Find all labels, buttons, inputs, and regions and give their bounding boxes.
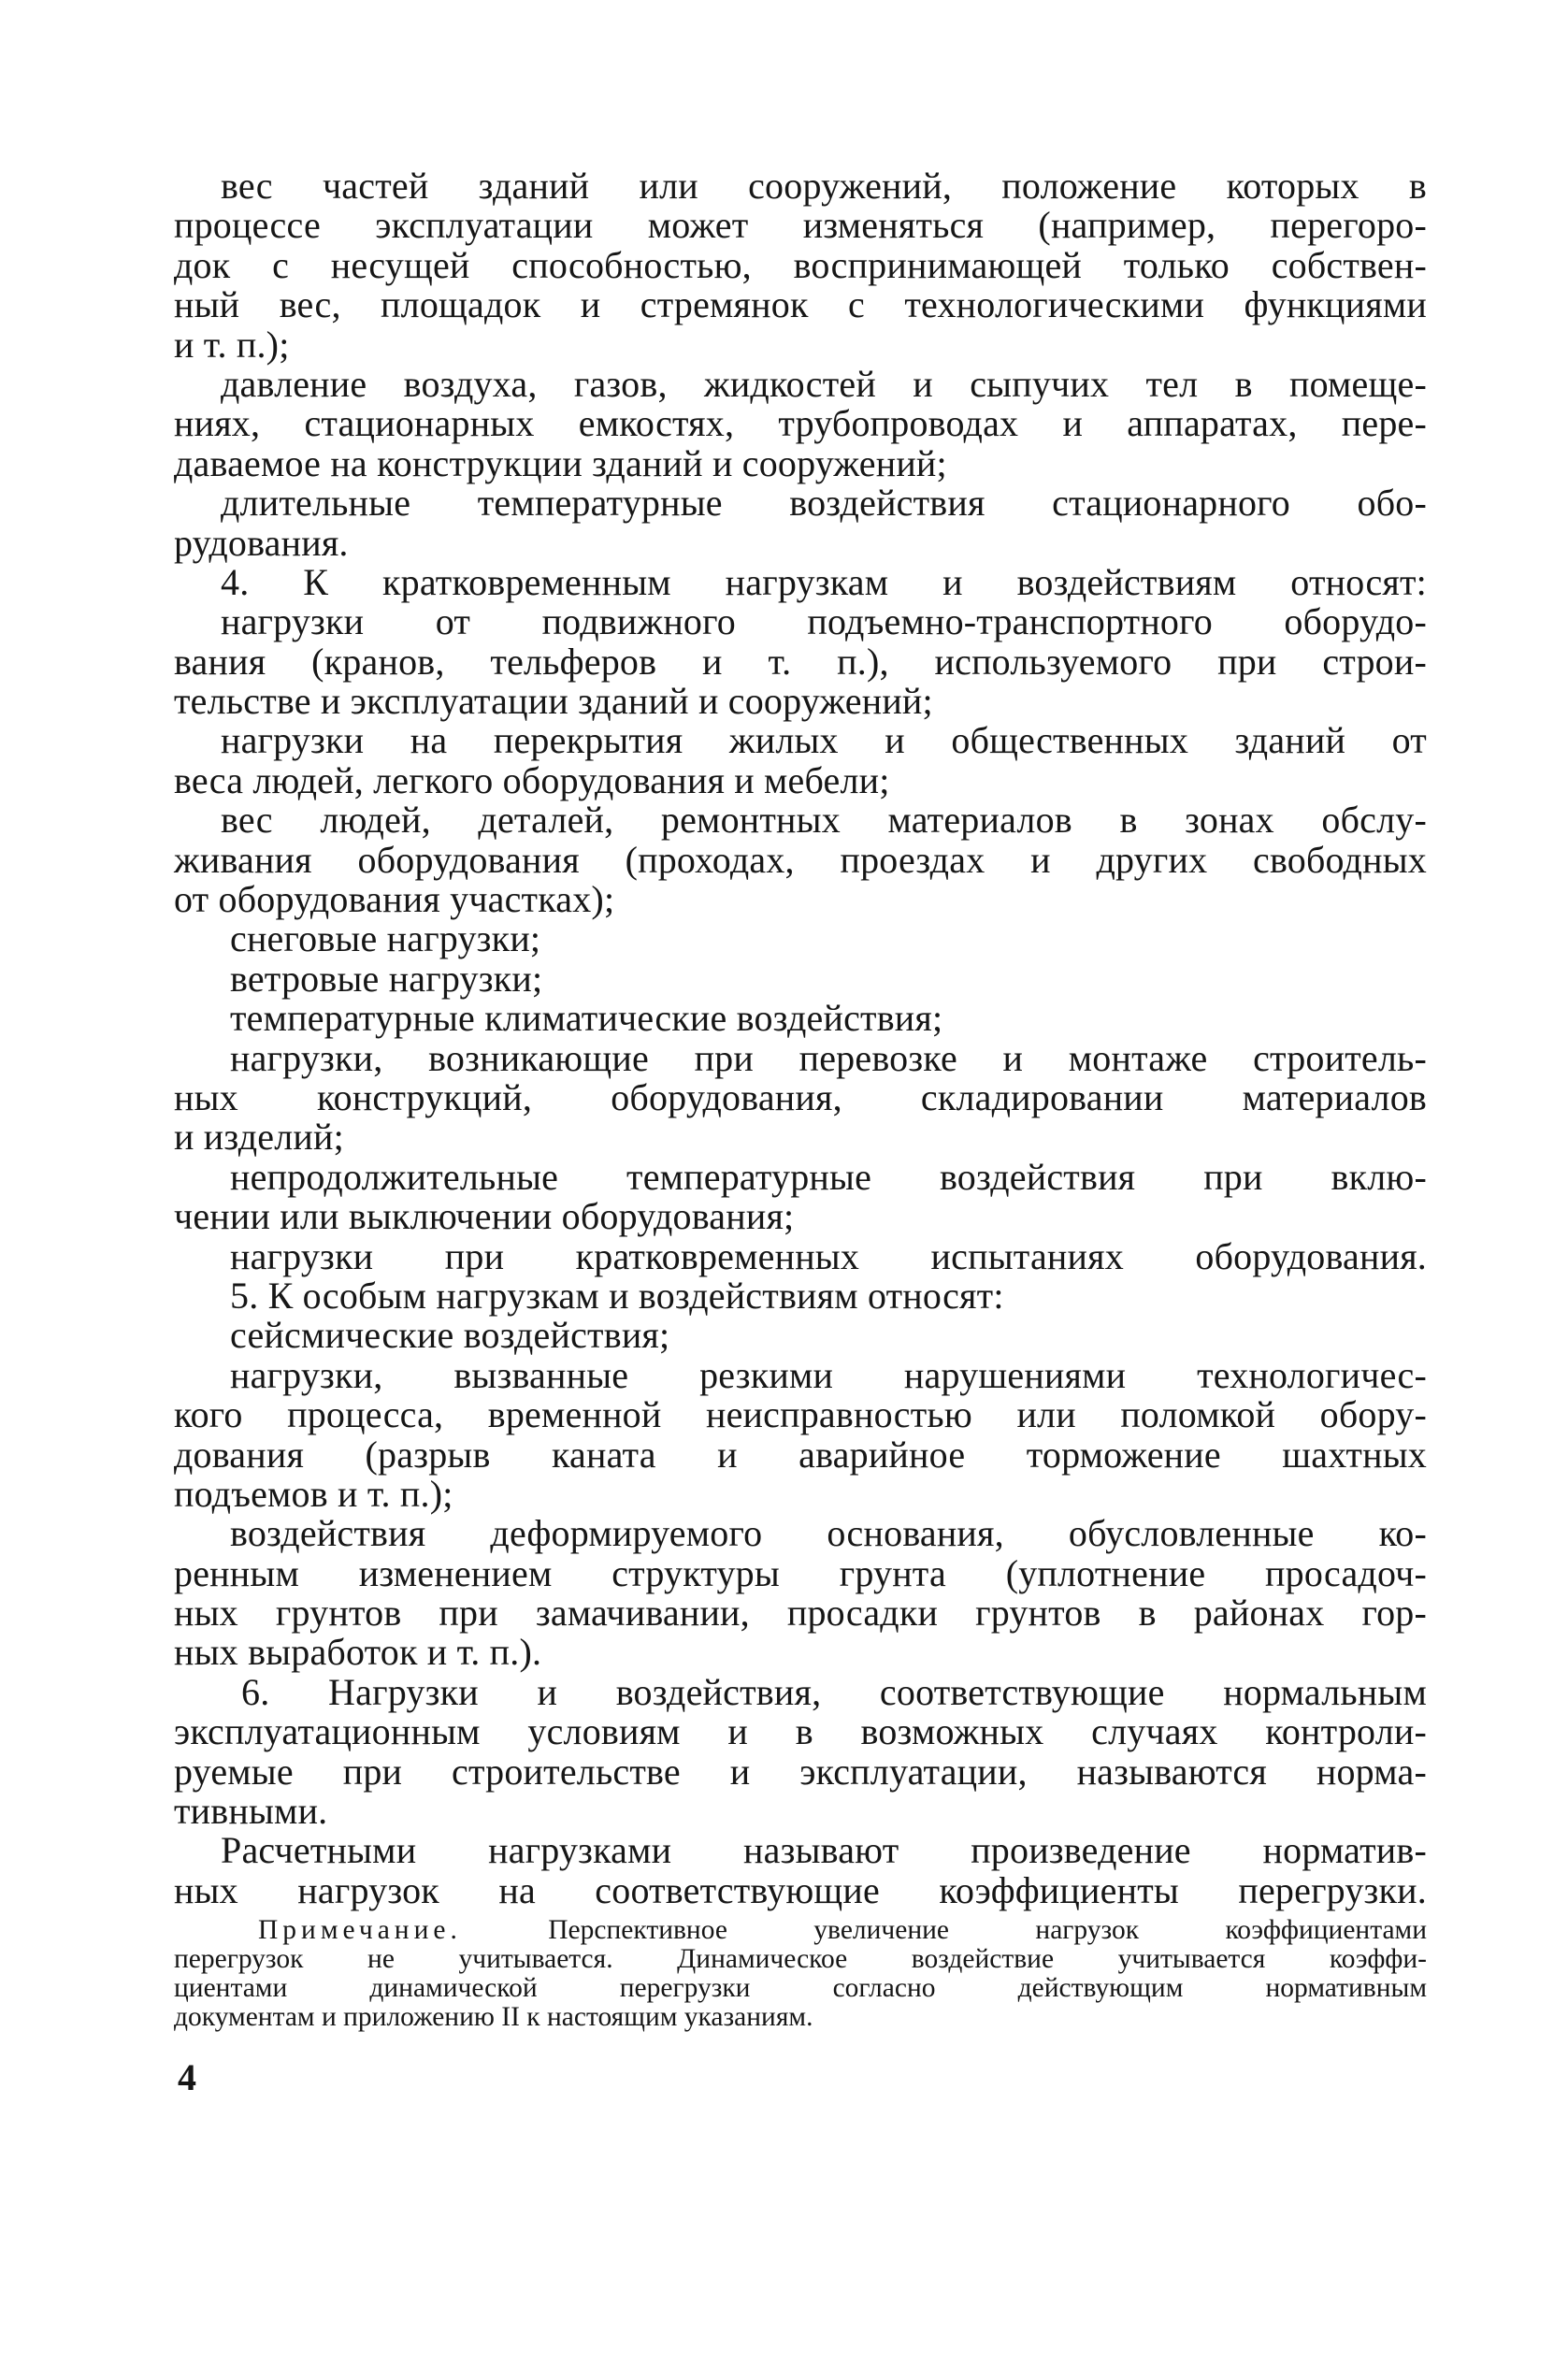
note-first-line-text: Перспективное увеличение нагрузок коэффициентами: [548, 1915, 1427, 1946]
text-line: даваемое на конструкции зданий и сооружений;: [174, 441, 947, 484]
text-line: 4. К кратковременным нагрузкам и воздействиям относят:: [221, 560, 1427, 603]
text-line: ных грунтов при замачивании, просадки грунтов в районах гор-: [174, 1592, 1427, 1635]
text-line: длительные температурные воздействия стационарного обо-: [221, 482, 1427, 525]
note-line: документам и приложению II к настоящим указаниям.: [174, 2002, 813, 2033]
text-line: рудования.: [174, 521, 349, 564]
text-line: ных выработок и т. п.).: [174, 1631, 542, 1674]
text-line: тивными.: [174, 1790, 328, 1833]
text-line: температурные климатические воздействия;: [230, 997, 943, 1040]
text-line: процессе эксплуатации может изменяться (например, перегоро-: [174, 204, 1427, 247]
text-line: сейсмические воздействия;: [230, 1314, 670, 1357]
document-page: [174, 166, 1427, 2032]
text-line: док с несущей способностью, воспринимающей только собствен-: [174, 243, 1427, 286]
footnote: [174, 1916, 1427, 2032]
text-line: живания оборудования (проходах, проездах и других свободных: [174, 838, 1427, 881]
text-line: ветровые нагрузки;: [230, 957, 543, 1000]
text-line: снеговые нагрузки;: [230, 917, 541, 960]
text-line: непродолжительные температурные воздействия при вклю-: [230, 1155, 1427, 1198]
text-line: ный вес, площадок и стремянок с технологическими функциями: [174, 283, 1427, 326]
note-label: Примечание.: [258, 1915, 462, 1946]
text-line: нагрузки, вызванные резкими нарушениями технологичес-: [230, 1353, 1427, 1396]
text-line: подъемов и т. п.);: [174, 1472, 453, 1515]
text-line: 6. Нагрузки и воздействия, соответствующие нормальным: [241, 1670, 1427, 1713]
text-line: и т. п.);: [174, 323, 290, 366]
text-line: вес частей зданий или сооружений, положение которых в: [221, 165, 1427, 207]
note-lines: [174, 1945, 1427, 2032]
text-line: нагрузки, возникающие при перевозке и монтаже строитель-: [230, 1036, 1427, 1079]
text-line: давление воздуха, газов, жидкостей и сыпучих тел в помеще-: [221, 362, 1427, 405]
text-line: ных нагрузок на соответствующие коэффициенты перегрузки.: [174, 1868, 1427, 1911]
text-line: вания (кранов, тельферов и т. п.), используемого при строи-: [174, 640, 1427, 683]
text-line: нагрузки при кратковременных испытаниях оборудования.: [230, 1234, 1427, 1277]
text-line: Расчетными нагрузками называют произведение норматив-: [221, 1829, 1427, 1872]
text-line: воздействия деформируемого основания, обусловленные ко-: [230, 1512, 1427, 1555]
text-line: чении или выключении оборудования;: [174, 1195, 795, 1238]
text-line: от оборудования участках);: [174, 878, 615, 921]
text-line: веса людей, легкого оборудования и мебели;: [174, 758, 890, 801]
text-line: и изделий;: [174, 1116, 344, 1159]
text-line: ных конструкций, оборудования, складировании материалов: [174, 1075, 1427, 1118]
page-number: 4: [178, 2056, 196, 2098]
text-line: ниях, стационарных емкостях, трубопроводах и аппаратах, пере-: [174, 402, 1427, 445]
note-line: перегрузок не учитывается. Динамическое воздействие учитывается коэффи-: [174, 1944, 1427, 1975]
text-line: дования (разрыв каната и аварийное торможение шахтных: [174, 1433, 1427, 1476]
text-line: эксплуатационным условиям и в возможных случаях контроли-: [174, 1710, 1427, 1753]
note-line: циентами динамической перегрузки согласно действующим нормативным: [174, 1973, 1427, 2004]
note-line: [174, 1916, 1427, 1945]
text-line: тельстве и эксплуатации зданий и сооружений;: [174, 680, 933, 723]
text-line: руемые при строительстве и эксплуатации, называются норма-: [174, 1750, 1427, 1793]
text-line: 5. К особым нагрузкам и воздействиям относят:: [230, 1274, 1004, 1317]
text-line: нагрузки на перекрытия жилых и общественных зданий от: [221, 719, 1427, 762]
text-line: кого процесса, временной неисправностью или поломкой обору-: [174, 1393, 1427, 1436]
text-line: ренным изменением структуры грунта (уплотнение просадоч-: [174, 1551, 1427, 1594]
body-text: [174, 166, 1427, 1910]
text-line: вес людей, деталей, ремонтных материалов в зонах обслу-: [221, 799, 1427, 842]
text-line: нагрузки от подвижного подъемно-транспортного оборудо-: [221, 600, 1427, 643]
